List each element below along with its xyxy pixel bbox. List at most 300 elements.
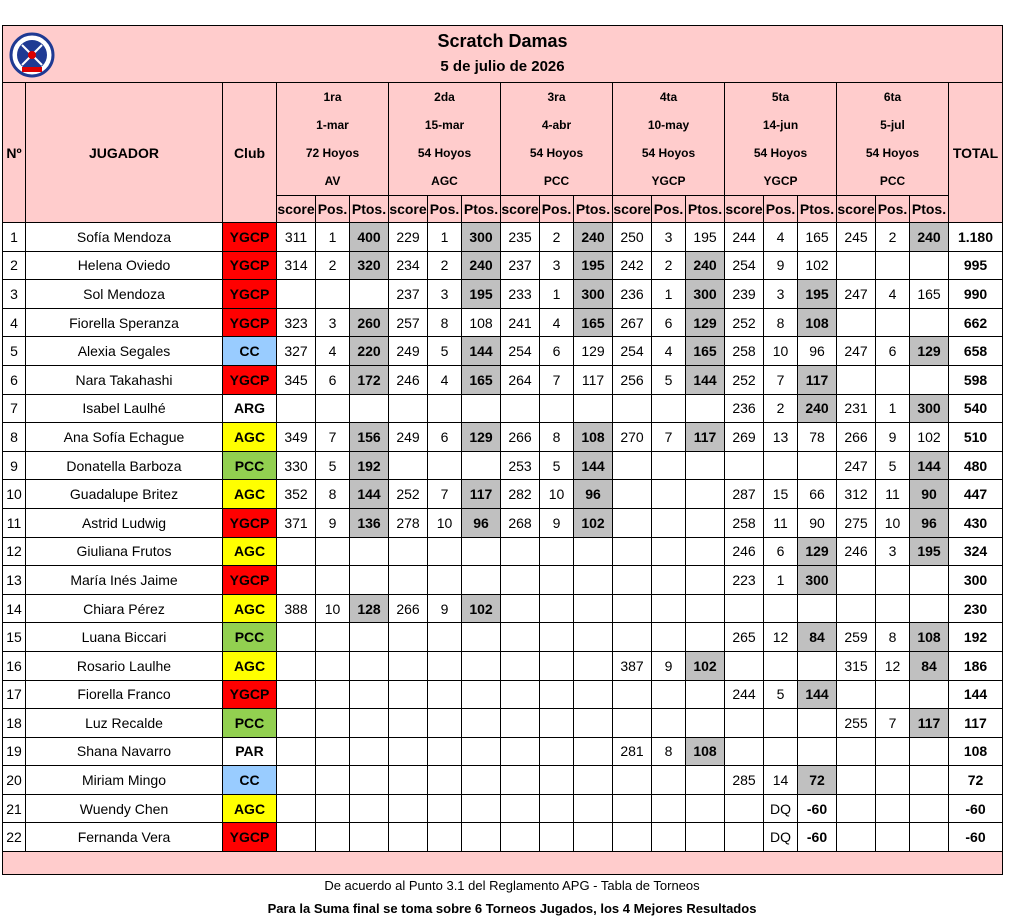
points-cell: 165 [462, 365, 501, 394]
score-cell: 223 [725, 566, 764, 595]
table-row [3, 480, 1003, 509]
points-cell: 102 [798, 251, 837, 280]
tournament-date: 1-mar [316, 118, 349, 132]
score-cell [277, 280, 316, 309]
score-cell [389, 737, 428, 766]
score-cell [389, 451, 428, 480]
score-cell [613, 766, 652, 795]
score-cell: 258 [725, 337, 764, 366]
score-cell: 247 [837, 451, 876, 480]
score-cell [277, 737, 316, 766]
score-cell [501, 794, 540, 823]
position-cell [428, 623, 462, 652]
points-cell [574, 651, 613, 680]
table-row [3, 680, 1003, 709]
score-cell: 242 [613, 251, 652, 280]
position-cell [540, 623, 574, 652]
points-cell [462, 794, 501, 823]
total-cell: 72 [949, 766, 1003, 795]
player-name: Wuendy Chen [26, 794, 223, 823]
score-cell [501, 623, 540, 652]
score-cell: 268 [501, 508, 540, 537]
tournament-venue: AGC [431, 174, 458, 188]
score-cell: 352 [277, 480, 316, 509]
position-cell: 4 [428, 365, 462, 394]
points-cell [574, 394, 613, 423]
position-cell: 8 [764, 308, 798, 337]
pts-col-header: Ptos. [910, 196, 949, 223]
score-cell: 259 [837, 623, 876, 652]
position-cell [652, 508, 686, 537]
pts-col-header: Ptos. [574, 196, 613, 223]
score-cell [501, 594, 540, 623]
score-cell: 371 [277, 508, 316, 537]
position-cell [316, 566, 350, 595]
points-cell: 165 [574, 308, 613, 337]
points-cell [350, 709, 389, 738]
points-cell [574, 794, 613, 823]
score-cell: 249 [389, 423, 428, 452]
score-cell: 234 [389, 251, 428, 280]
position-cell [764, 709, 798, 738]
points-cell [910, 766, 949, 795]
row-number: 14 [3, 594, 26, 623]
points-cell: 78 [798, 423, 837, 452]
points-cell: 195 [798, 280, 837, 309]
player-name: Isabel Laulhé [26, 394, 223, 423]
position-cell: 3 [428, 280, 462, 309]
points-cell: 144 [350, 480, 389, 509]
sheet-date: 5 de julio de 2026 [440, 58, 565, 75]
pts-col-header: Ptos. [350, 196, 389, 223]
table-row [3, 537, 1003, 566]
position-cell [540, 537, 574, 566]
position-cell [316, 651, 350, 680]
points-cell: 90 [798, 508, 837, 537]
points-cell [462, 566, 501, 595]
row-number: 3 [3, 280, 26, 309]
position-cell: 10 [876, 508, 910, 537]
position-cell: 4 [764, 223, 798, 252]
points-cell [350, 394, 389, 423]
pos-col-header: Pos. [428, 196, 462, 223]
position-cell: 11 [764, 508, 798, 537]
position-cell [876, 737, 910, 766]
table-row [3, 451, 1003, 480]
score-cell: 244 [725, 680, 764, 709]
position-cell [540, 794, 574, 823]
position-cell [316, 623, 350, 652]
position-cell: 9 [316, 508, 350, 537]
club-badge: PCC [223, 451, 277, 480]
header-number: Nº [3, 83, 26, 223]
player-name: Nara Takahashi [26, 365, 223, 394]
total-cell: 990 [949, 280, 1003, 309]
tournament-venue: PCC [543, 174, 570, 188]
table-row [3, 308, 1003, 337]
player-name: Alexia Segales [26, 337, 223, 366]
position-cell: 6 [428, 423, 462, 452]
position-cell: 2 [764, 394, 798, 423]
score-col-header: score [725, 196, 764, 223]
score-cell: 246 [725, 537, 764, 566]
position-cell [540, 651, 574, 680]
score-cell: 247 [837, 337, 876, 366]
points-cell [574, 680, 613, 709]
position-cell: 4 [540, 308, 574, 337]
score-cell: 387 [613, 651, 652, 680]
score-cell: 254 [725, 251, 764, 280]
player-name: Fiorella Franco [26, 680, 223, 709]
position-cell [764, 651, 798, 680]
points-cell [350, 566, 389, 595]
title-block [3, 26, 1003, 83]
position-cell [876, 823, 910, 852]
table-row [3, 223, 1003, 252]
points-cell [686, 480, 725, 509]
points-cell [686, 451, 725, 480]
tournament-venue: AV [324, 174, 341, 188]
score-cell [725, 737, 764, 766]
score-cell [837, 737, 876, 766]
points-cell [462, 737, 501, 766]
club-badge: YGCP [223, 680, 277, 709]
position-cell [876, 566, 910, 595]
tournament-ord: 5ta [771, 90, 790, 104]
club-badge: AGC [223, 594, 277, 623]
points-cell: 128 [350, 594, 389, 623]
score-cell: 257 [389, 308, 428, 337]
score-cell [277, 651, 316, 680]
tournament-header-4 [613, 83, 725, 196]
club-badge: PCC [223, 709, 277, 738]
player-name: Helena Oviedo [26, 251, 223, 280]
points-cell: 102 [686, 651, 725, 680]
score-cell [501, 394, 540, 423]
tournament-venue: YGCP [763, 174, 798, 188]
position-cell [876, 594, 910, 623]
total-cell: 230 [949, 594, 1003, 623]
table-row [3, 423, 1003, 452]
points-cell: 144 [462, 337, 501, 366]
score-cell: 265 [725, 623, 764, 652]
position-cell: 4 [876, 280, 910, 309]
total-cell: -60 [949, 823, 1003, 852]
position-cell: 7 [428, 480, 462, 509]
row-number: 13 [3, 566, 26, 595]
points-cell: 165 [686, 337, 725, 366]
points-cell: 300 [686, 280, 725, 309]
row-number: 2 [3, 251, 26, 280]
points-cell: 240 [574, 223, 613, 252]
score-cell: 266 [389, 594, 428, 623]
position-cell: 11 [876, 480, 910, 509]
score-cell [501, 566, 540, 595]
score-cell: 269 [725, 423, 764, 452]
player-name: Giuliana Frutos [26, 537, 223, 566]
points-cell: 96 [910, 508, 949, 537]
score-cell: 236 [613, 280, 652, 309]
points-cell: 240 [462, 251, 501, 280]
total-cell: 117 [949, 709, 1003, 738]
score-cell: 256 [613, 365, 652, 394]
pos-col-header: Pos. [540, 196, 574, 223]
tournament-holes: 54 Hoyos [641, 146, 696, 160]
points-cell [574, 766, 613, 795]
table-row [3, 623, 1003, 652]
position-cell [316, 680, 350, 709]
score-cell [277, 537, 316, 566]
score-cell: 264 [501, 365, 540, 394]
tournament-venue: YGCP [651, 174, 686, 188]
position-cell: 12 [764, 623, 798, 652]
position-cell [428, 566, 462, 595]
club-badge: PCC [223, 623, 277, 652]
score-cell: 258 [725, 508, 764, 537]
points-cell: 220 [350, 337, 389, 366]
row-number: 6 [3, 365, 26, 394]
position-cell: 2 [540, 223, 574, 252]
position-cell: 3 [652, 223, 686, 252]
score-cell: 255 [837, 709, 876, 738]
score-cell [837, 251, 876, 280]
tournament-holes: 54 Hoyos [865, 146, 920, 160]
position-cell: 5 [540, 451, 574, 480]
header-club: Club [223, 83, 277, 223]
position-cell: 9 [652, 651, 686, 680]
position-cell [540, 394, 574, 423]
points-cell: 129 [798, 537, 837, 566]
total-cell: 447 [949, 480, 1003, 509]
points-cell: 300 [910, 394, 949, 423]
score-cell [501, 737, 540, 766]
score-cell [613, 451, 652, 480]
player-name: Sofía Mendoza [26, 223, 223, 252]
points-cell: 300 [574, 280, 613, 309]
position-cell: 10 [764, 337, 798, 366]
score-cell [613, 508, 652, 537]
score-cell [501, 537, 540, 566]
points-cell: -60 [798, 794, 837, 823]
row-number: 22 [3, 823, 26, 852]
score-cell [501, 651, 540, 680]
player-name: Fiorella Speranza [26, 308, 223, 337]
points-cell: 96 [462, 508, 501, 537]
score-cell [837, 794, 876, 823]
total-cell: 480 [949, 451, 1003, 480]
score-cell [837, 308, 876, 337]
tournament-holes: 54 Hoyos [753, 146, 808, 160]
position-cell [316, 280, 350, 309]
points-cell [686, 537, 725, 566]
points-cell [462, 680, 501, 709]
position-cell [876, 251, 910, 280]
tournament-ord: 6ta [883, 90, 902, 104]
club-badge: CC [223, 337, 277, 366]
position-cell: DQ [764, 794, 798, 823]
score-cell: 327 [277, 337, 316, 366]
club-badge: YGCP [223, 508, 277, 537]
points-cell: 117 [462, 480, 501, 509]
total-cell: 324 [949, 537, 1003, 566]
points-cell [910, 308, 949, 337]
points-cell [686, 566, 725, 595]
points-cell: 129 [574, 337, 613, 366]
points-cell [574, 594, 613, 623]
position-cell [316, 823, 350, 852]
points-cell [910, 680, 949, 709]
table-row [3, 394, 1003, 423]
points-cell: 240 [686, 251, 725, 280]
points-cell: 300 [462, 223, 501, 252]
score-col-header: score [501, 196, 540, 223]
position-cell: 7 [540, 365, 574, 394]
score-cell: 231 [837, 394, 876, 423]
position-cell: 4 [652, 337, 686, 366]
points-cell [462, 766, 501, 795]
points-cell: 300 [798, 566, 837, 595]
score-cell [389, 566, 428, 595]
position-cell: 1 [652, 280, 686, 309]
score-cell: 245 [837, 223, 876, 252]
score-cell: 388 [277, 594, 316, 623]
position-cell [316, 766, 350, 795]
score-cell: 244 [725, 223, 764, 252]
score-cell: 250 [613, 223, 652, 252]
position-cell [540, 823, 574, 852]
score-cell: 241 [501, 308, 540, 337]
points-cell: 195 [574, 251, 613, 280]
points-cell [574, 623, 613, 652]
points-cell [910, 594, 949, 623]
score-cell: 246 [389, 365, 428, 394]
table-row [3, 794, 1003, 823]
score-cell: 349 [277, 423, 316, 452]
points-cell [574, 566, 613, 595]
position-cell: 6 [316, 365, 350, 394]
score-cell [501, 766, 540, 795]
position-cell [652, 794, 686, 823]
row-number: 16 [3, 651, 26, 680]
row-number: 9 [3, 451, 26, 480]
score-cell [837, 566, 876, 595]
score-cell: 252 [725, 365, 764, 394]
score-cell [725, 709, 764, 738]
score-cell: 246 [837, 537, 876, 566]
total-cell: 186 [949, 651, 1003, 680]
points-cell [350, 623, 389, 652]
score-cell: 275 [837, 508, 876, 537]
tournament-date: 15-mar [424, 118, 465, 132]
score-cell: 237 [501, 251, 540, 280]
player-name: Miriam Mingo [26, 766, 223, 795]
pos-col-header: Pos. [764, 196, 798, 223]
position-cell: 6 [876, 337, 910, 366]
player-name: Fernanda Vera [26, 823, 223, 852]
club-badge: AGC [223, 480, 277, 509]
points-cell: 195 [910, 537, 949, 566]
score-cell [277, 766, 316, 795]
tournament-header-3 [501, 83, 613, 196]
score-cell [389, 623, 428, 652]
position-cell [876, 365, 910, 394]
position-cell: 15 [764, 480, 798, 509]
score-cell [389, 394, 428, 423]
score-cell [277, 680, 316, 709]
header-player: JUGADOR [26, 83, 223, 223]
total-cell: 108 [949, 737, 1003, 766]
row-number: 7 [3, 394, 26, 423]
table-row [3, 566, 1003, 595]
position-cell [428, 651, 462, 680]
score-cell [837, 365, 876, 394]
score-cell [725, 823, 764, 852]
tournament-date: 5-jul [880, 118, 905, 132]
golf-association-logo-icon [8, 31, 56, 79]
score-cell [837, 594, 876, 623]
position-cell: 8 [540, 423, 574, 452]
position-cell: 2 [316, 251, 350, 280]
points-cell: 129 [910, 337, 949, 366]
points-cell: 172 [350, 365, 389, 394]
score-cell [389, 537, 428, 566]
player-name: Ana Sofía Echague [26, 423, 223, 452]
position-cell: 2 [652, 251, 686, 280]
position-cell [540, 566, 574, 595]
standings-sheet [2, 25, 1003, 875]
points-cell: 84 [798, 623, 837, 652]
position-cell [876, 680, 910, 709]
points-cell [910, 365, 949, 394]
points-cell: 240 [798, 394, 837, 423]
position-cell: 1 [764, 566, 798, 595]
club-badge: AGC [223, 651, 277, 680]
position-cell: 10 [540, 480, 574, 509]
club-badge: YGCP [223, 823, 277, 852]
position-cell: 1 [876, 394, 910, 423]
score-cell [613, 480, 652, 509]
player-name: Astrid Ludwig [26, 508, 223, 537]
score-cell [501, 709, 540, 738]
position-cell [764, 594, 798, 623]
row-number: 12 [3, 537, 26, 566]
score-cell: 235 [501, 223, 540, 252]
position-cell [428, 766, 462, 795]
total-cell: 540 [949, 394, 1003, 423]
position-cell [428, 537, 462, 566]
score-cell [725, 594, 764, 623]
position-cell [652, 823, 686, 852]
position-cell: 6 [540, 337, 574, 366]
position-cell [652, 709, 686, 738]
row-number: 20 [3, 766, 26, 795]
position-cell [428, 709, 462, 738]
points-cell [686, 623, 725, 652]
score-cell [389, 709, 428, 738]
position-cell: 3 [876, 537, 910, 566]
position-cell [540, 709, 574, 738]
score-cell [613, 394, 652, 423]
points-cell: 117 [574, 365, 613, 394]
score-cell [277, 566, 316, 595]
score-cell: 285 [725, 766, 764, 795]
points-cell [686, 508, 725, 537]
position-cell: 9 [764, 251, 798, 280]
position-cell: 3 [316, 308, 350, 337]
position-cell [652, 594, 686, 623]
position-cell [540, 766, 574, 795]
score-cell [389, 680, 428, 709]
